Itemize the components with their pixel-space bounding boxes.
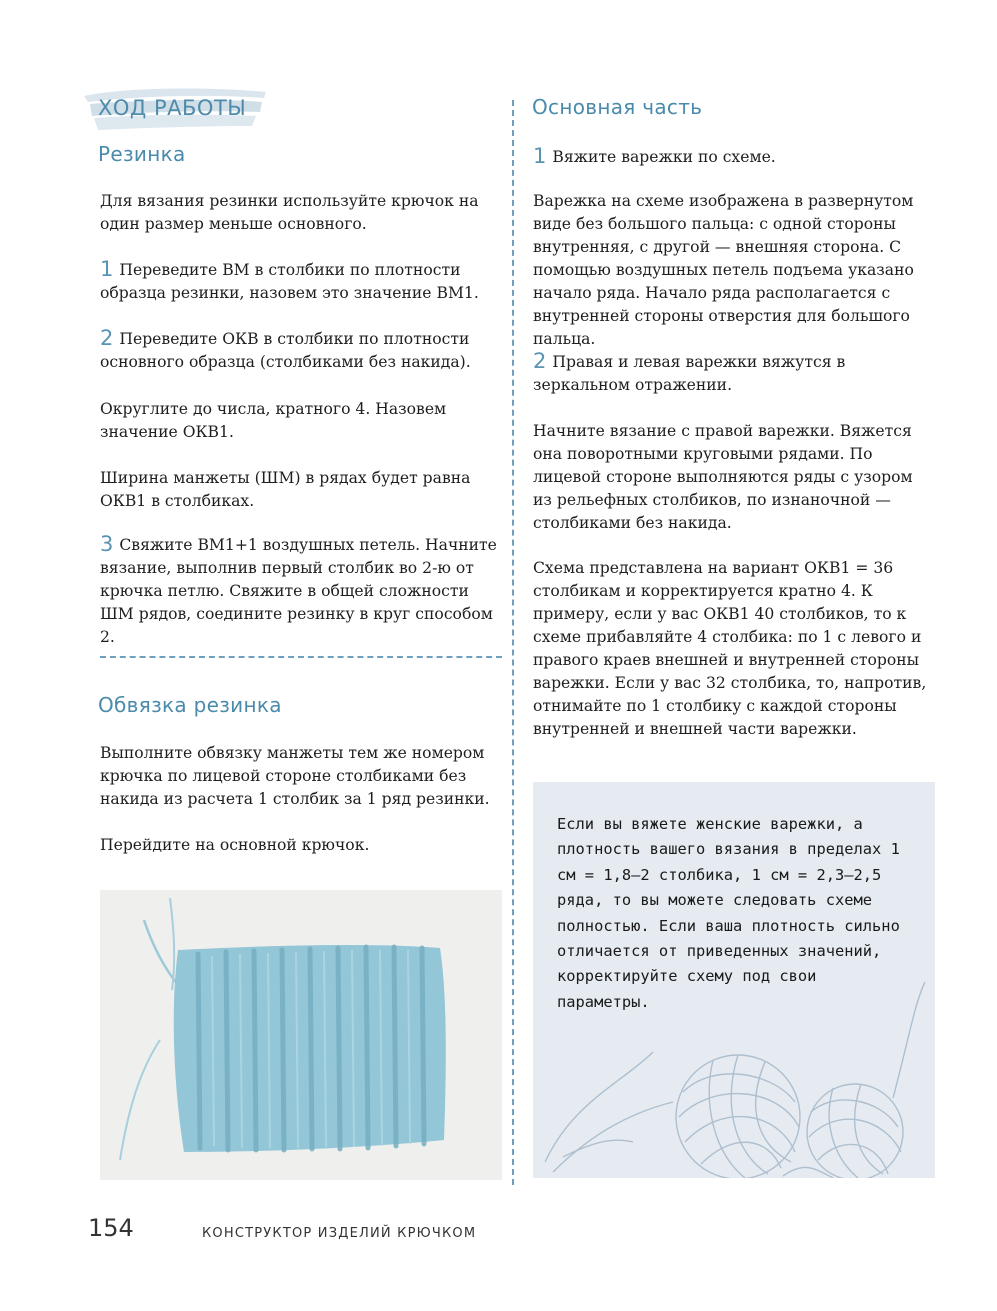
scheme-paragraph: Варежка на схеме изображена в развернутом виде без большого пальца: с одной стороны внутренняя, с другой — внешняя сторона. С помощью воздушных петель подъема указано начало ряда. Начало ряда располагается с внутренней стороны отверстия для большого пальца. [533, 192, 914, 348]
main-title: ХОД РАБОТЫ [98, 96, 247, 120]
step-text: Переведите ВМ в столбики по плотности образца резинки, назовем это значение ВМ1. [100, 261, 479, 302]
note-text: Если вы вяжете женские варежки, а плотность вашего вязания в пределах 1 см = 1,8–2 столбика, 1 см = 2,3–2,5 ряда, то вы можете следовать схеме полностью. Если ваша плотность сильно отличается от приведенных значений, корректируйте схему под свои параметры. [557, 815, 900, 1011]
switch-hook-paragraph: Перейдите на основной крючок. [100, 836, 370, 854]
rezinka-intro: Для вязания резинки используйте крючок на один размер меньше основного. [100, 192, 479, 233]
main-step-2 [533, 350, 935, 397]
obvyazka-title: Обвязка резинка [98, 693, 282, 717]
width-paragraph: Ширина манжеты (ШМ) в рядах будет равна ОКВ1 в столбиках. [100, 469, 471, 510]
step-text: Вяжите варежки по схеме. [552, 148, 776, 166]
page-number: 154 [88, 1214, 134, 1242]
column-divider [512, 100, 514, 1185]
obvyazka-paragraph: Выполните обвязку манжеты тем же номером крючка по лицевой стороне столбиками без накида из расчета 1 столбик за 1 ряд резинки. [100, 744, 490, 808]
step-number: 2 [533, 349, 547, 373]
start-paragraph: Начните вязание с правой варежки. Вяжется она поворотными круговыми рядами. По лицевой стороне выполняются ряды с узором из рельефных столбиков, по изнаночной — столбиками без накида. [533, 422, 913, 532]
swatch-photo [100, 890, 502, 1180]
round-paragraph: Округлите до числа, кратного 4. Назовем значение ОКВ1. [100, 400, 447, 441]
variant-paragraph: Схема представлена на вариант ОКВ1 = 36 столбикам и корректируется кратно 4. К примеру, если у вас ОКВ1 40 столбиков, то к схеме прибавляйте 4 столбика: по 1 с левого и правого краев внешней и внутренней стороны варежки. Если у вас 32 столбика, то, напротив, отнимайте по 1 столбику с каждой стороны внутренней и внешней части варежки. [533, 559, 927, 738]
rezinka-step-1 [100, 258, 502, 305]
step-text: Переведите ОКВ в столбики по плотности основного образца (столбиками без накида). [100, 330, 471, 371]
step-number: 2 [100, 326, 114, 350]
running-title: КОНСТРУКТОР ИЗДЕЛИЙ КРЮЧКОМ [202, 1226, 477, 1241]
step-number: 3 [100, 532, 114, 556]
main-part-title: Основная часть [532, 95, 703, 119]
main-step-1 [533, 145, 935, 169]
note-box [533, 782, 935, 1178]
step-text: Правая и левая варежки вяжутся в зеркальном отражении. [533, 353, 846, 394]
rezinka-title: Резинка [98, 142, 186, 166]
rezinka-step-3 [100, 533, 502, 649]
step-number: 1 [533, 144, 547, 168]
step-text: Свяжите ВМ1+1 воздушных петель. Начните вязание, выполнив первый столбик во 2-ю от крючка петлю. Свяжите в общей сложности ШМ рядов, соедините резинку в круг способом 2. [100, 536, 497, 646]
section-divider [100, 656, 502, 658]
rezinka-step-2 [100, 327, 502, 374]
step-number: 1 [100, 257, 114, 281]
